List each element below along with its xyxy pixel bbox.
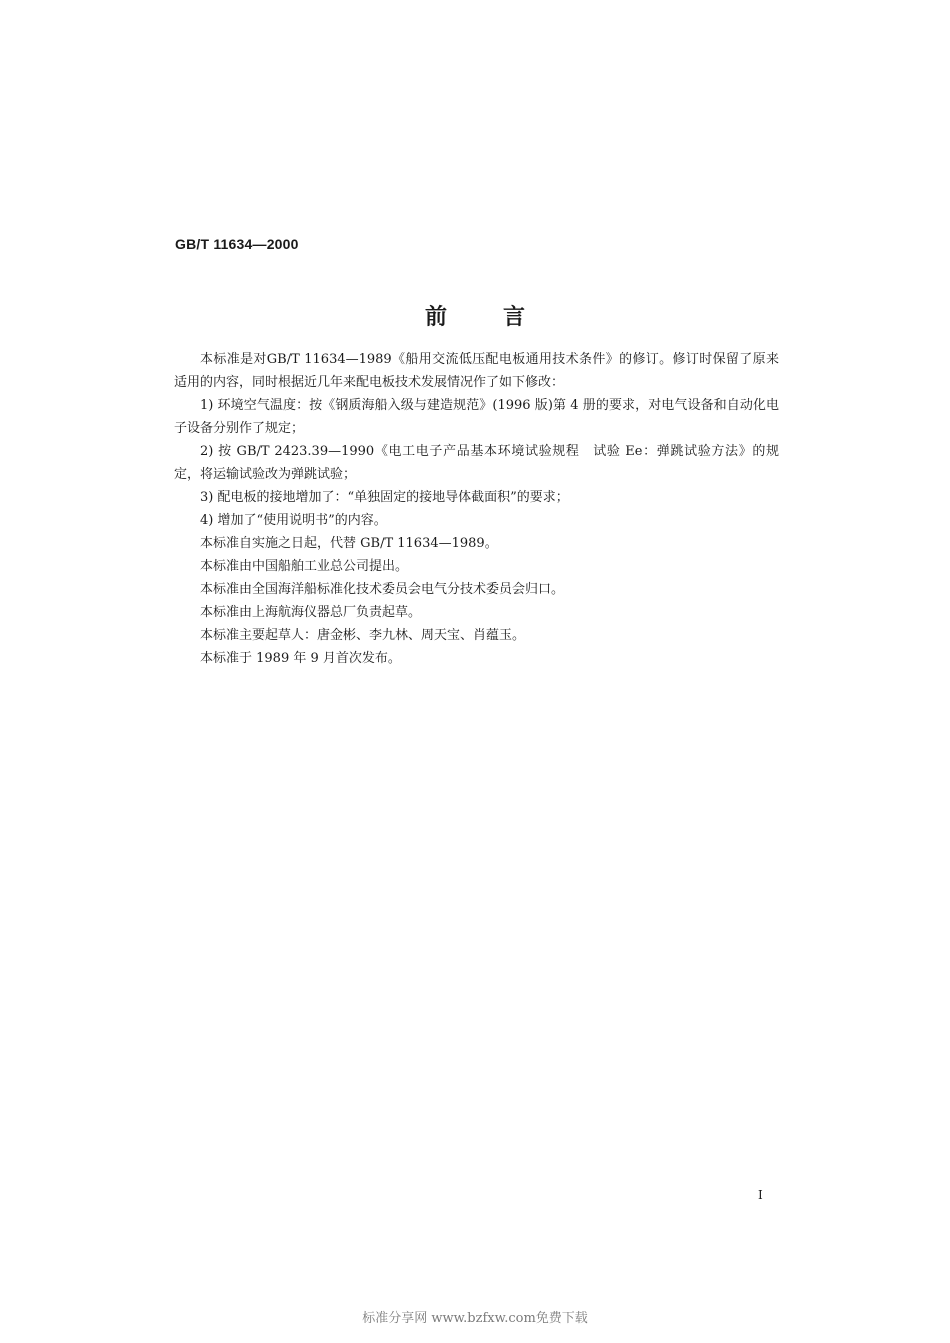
- paragraph-item-4: 4) 增加了“使用说明书”的内容。: [200, 513, 387, 528]
- paragraph-first-issued: 本标准于 1989 年 9 月首次发布。: [200, 651, 401, 666]
- page-number: I: [758, 1188, 763, 1202]
- standard-code: GB/T 11634—2000: [175, 236, 299, 252]
- foreword-body: [174, 348, 779, 670]
- page-title: 前言: [424, 304, 581, 330]
- paragraph-centralized-by: 本标准由全国海洋船标准化技术委员会电气分技术委员会归口。: [200, 582, 565, 597]
- paragraph-replaces: 本标准自实施之日起，代替 GB/T 11634—1989。: [200, 536, 498, 551]
- paragraph-drafted-by: 本标准由上海航海仪器总厂负责起草。: [200, 605, 422, 620]
- paragraph-item-2: 2) 按 GB/T 2423.39—1990《电工电子产品基本环境试验规程 试验 Ee：弹跳试验方法》的规定，将运输试验改为弹跳试验；: [174, 444, 779, 482]
- paragraph-item-1: 1) 环境空气温度：按《钢质海船入级与建造规范》(1996 版)第 4 册的要求，对电气设备和自动化电子设备分别作了规定；: [174, 398, 779, 436]
- paragraph-proposed-by: 本标准由中国船舶工业总公司提出。: [200, 559, 409, 574]
- paragraph-item-3: 3) 配电板的接地增加了：“单独固定的接地导体截面积”的要求；: [200, 490, 569, 505]
- paragraph-intro: 本标准是对GB/T 11634—1989《船用交流低压配电板通用技术条件》的修订。修订时保留了原来适用的内容，同时根据近几年来配电板技术发展情况作了如下修改：: [174, 352, 779, 390]
- paragraph-drafters: 本标准主要起草人：唐金彬、李九林、周天宝、肖蕴玉。: [200, 628, 526, 643]
- watermark-footer: 标准分享网 www.bzfxw.com免费下载: [362, 1311, 588, 1326]
